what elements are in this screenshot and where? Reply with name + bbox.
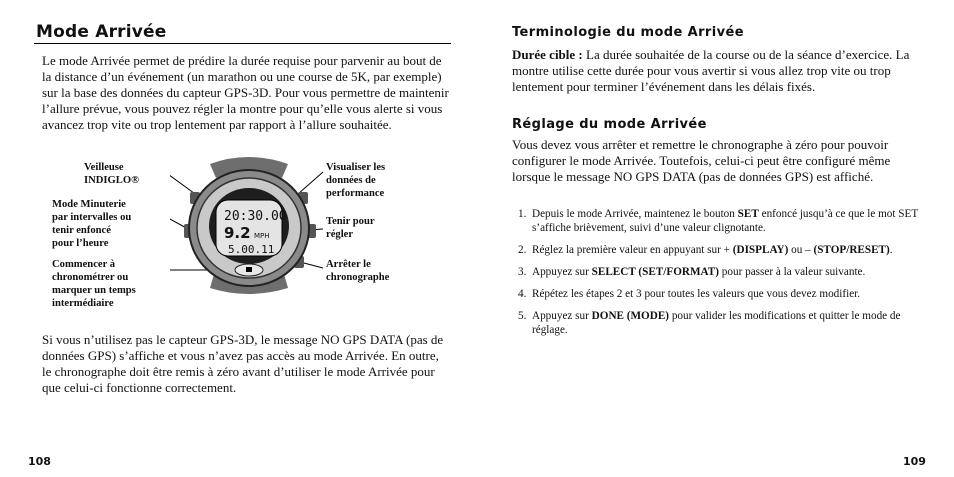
intro-paragraph: Le mode Arrivée permet de prédire la durée requise pour parvenir au bout de la distance d’un événement (un marathon ou une course de 5K, par exemple) sur la base des données du capteur GPS-3D. Pour vous permettre de maintenir l’allure prévue, vous pouvez régler la montre pour qu’elle vous alerte si vous avancez trop vite ou trop lentement par rapport à l’allure souhaitée. (42, 53, 449, 132)
step-item: 3. Appuyez sur SELECT (SET/FORMAT) pour passer à la valeur suivante. (518, 266, 866, 278)
term-label: Durée cible : (512, 47, 583, 62)
display-line2: 9.2 (224, 224, 251, 242)
term-paragraph (512, 47, 927, 95)
label-arreter: Arrêter le chronographe (326, 259, 390, 283)
title-rule (34, 43, 451, 44)
step-item: 5. Appuyez sur DONE (MODE) pour valider les modifications et quitter le mode de réglage. (518, 310, 901, 336)
setup-intro-paragraph: Vous devez vous arrêter et remettre le chronographe à zéro pour pouvoir configurer le mode Arrivée. Toutefois, celui-ci peut être configuré même lorsque le message NO GPS DATA (pas de données GPS) est affiché. (512, 137, 891, 184)
display-line1: 20:30.00 (224, 209, 287, 224)
step-item: 1. Depuis le mode Arrivée, maintenez le bouton SET enfoncé jusqu’à ce que le mot SET s’affiche brièvement, suivi d’une valeur clignotante. (518, 208, 918, 234)
heading-terminologie: Terminologie du mode Arrivée (512, 25, 744, 40)
label-tenir: Tenir pour régler (326, 216, 375, 240)
label-veilleuse: Veilleuse INDIGLO® (84, 162, 140, 186)
page-number-left: 108 (28, 455, 51, 468)
display-line3: 5.00.11 (228, 243, 275, 256)
label-commencer: Commencer à chronométrer ou marquer un temps intermédiaire (52, 259, 136, 309)
term-definition: La durée souhaitée de la course ou de la séance d’exercice. La montre utilise cette durée pour vous avertir si vous allez trop vite ou trop lentement pour terminer l’événement dans les délais fixés. (512, 47, 910, 94)
label-minuterie: Mode Minuterie par intervalles ou tenir enfoncé pour l’heure (52, 199, 132, 249)
outro-paragraph: Si vous n’utilisez pas le capteur GPS-3D, le message NO GPS DATA (pas de données GPS) s’affiche et vous n’avez pas accès au mode Arrivée. En outre, le chronographe doit être remis à zéro avant d’utiliser le mode Arrivée pour que celui-ci fonctionne correctement. (42, 332, 444, 395)
setup-steps-list (512, 207, 927, 345)
label-visualiser: Visualiser les données de performance (326, 162, 386, 199)
step-item: 2. Réglez la première valeur en appuyant sur + (DISPLAY) ou – (STOP/RESET). (518, 244, 893, 256)
heading-reglage: Réglage du mode Arrivée (512, 117, 707, 132)
page-title: Mode Arrivée (36, 22, 167, 42)
step-item: 4. Répétez les étapes 2 et 3 pour toutes les valeurs que vous devez modifier. (518, 288, 861, 300)
watch-illustration (170, 150, 330, 300)
display-line2-unit: MPH (254, 232, 270, 240)
callout-visualiser (298, 172, 323, 194)
page-number-right: 109 (903, 455, 926, 468)
